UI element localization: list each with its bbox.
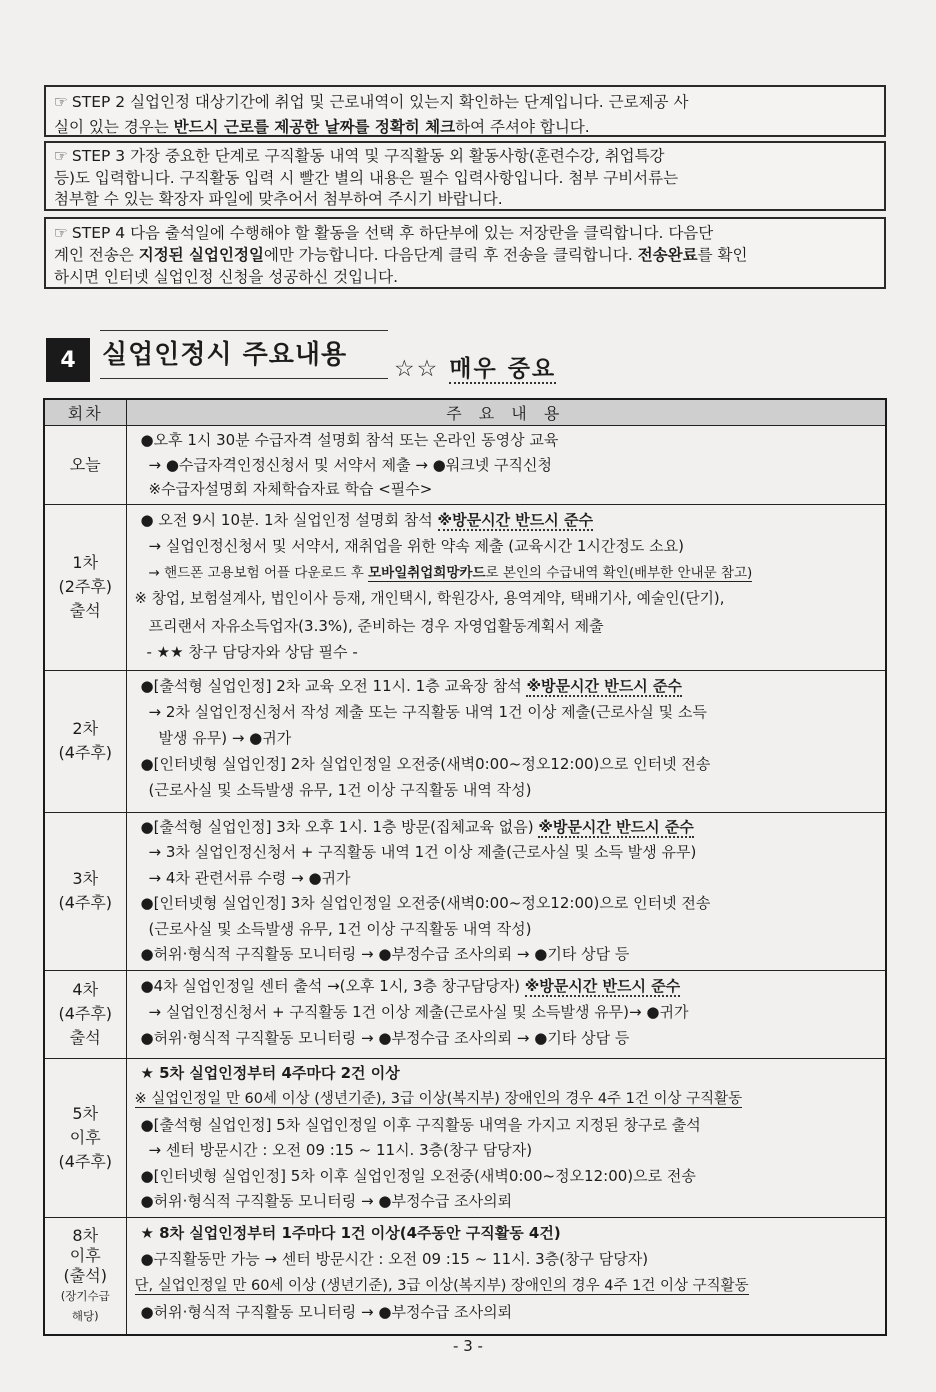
r1-line3-a: → 핸드폰 고용보험 어플 다운로드 후 bbox=[148, 564, 369, 581]
today-line3: ※수급자설명회 자체학습자료 학습 <필수> bbox=[148, 480, 433, 498]
r1-line4: ※ 창업, 보험설계사, 법인이사 등재, 개인택시, 학원강사, 용역계약, 택배기사, 예술인(단기), bbox=[134, 590, 725, 607]
round-label bbox=[44, 812, 126, 970]
r4-line1: ●4차 실업인정일 센터 출석 →(오후 1시, 3층 창구담당자) bbox=[140, 976, 525, 995]
round5-label1: 5차 bbox=[72, 1103, 99, 1123]
r4-line2: → 실업인정신청서 + 구직활동 1건 이상 제출(근로사실 및 소득발생 유무)→ ●귀가 bbox=[148, 1002, 689, 1021]
pointing-hand-icon: ☞ bbox=[54, 93, 68, 111]
round-today: 오늘 bbox=[69, 454, 101, 474]
pointing-hand-icon: ☞ bbox=[54, 147, 68, 165]
step3-line3: 첨부할 수 있는 확장자 파일에 맞추어서 첨부하여 주시기 바랍니다. bbox=[54, 190, 503, 208]
r1-line3-card: 모바일취업희망카드 bbox=[368, 564, 486, 581]
r2-line5: (근로사실 및 소득발생 유무, 1건 이상 구직활동 내역 작성) bbox=[148, 780, 532, 799]
round-label bbox=[44, 504, 126, 670]
r8-line2: ●구직활동만 가능 → 센터 방문시간 : 오전 09 :15 ~ 11시. 3층(창구 담당자) bbox=[140, 1249, 649, 1268]
round8-label4: (장기수급 bbox=[60, 1288, 110, 1303]
round-content bbox=[126, 812, 886, 970]
importance-text: 매우 중요 bbox=[449, 356, 557, 382]
round-label bbox=[44, 1058, 126, 1217]
r3-visit-notice: ※방문시간 반드시 준수 bbox=[538, 817, 694, 836]
r4-visit-notice: ※방문시간 반드시 준수 bbox=[524, 976, 681, 995]
step4-line1: STEP 4 다음 출석일에 수행해야 할 활동을 선택 후 하단부에 있는 저장란을 클릭합니다. 다음단 bbox=[71, 224, 714, 242]
r5-line3: ●[출석형 실업인정] 5차 실업인정일 이후 구직활동 내역을 가지고 지정된 창구로 출석 bbox=[140, 1115, 701, 1134]
section-header bbox=[44, 330, 886, 390]
round1-label2: (2주후) bbox=[58, 577, 113, 596]
table-row bbox=[44, 812, 886, 970]
round-content bbox=[126, 504, 886, 670]
table-row bbox=[44, 1058, 886, 1217]
round5-label3: (4주후) bbox=[58, 1151, 113, 1171]
r2-line1: ●[출석형 실업인정] 2차 교육 오전 11시. 1층 교육장 참석 bbox=[140, 676, 527, 695]
r3-line3: → 4차 관련서류 수령 → ●귀가 bbox=[148, 868, 351, 887]
r3-line6: ●허위·형식적 구직활동 모니터링 → ●부정수급 조사의뢰 → ●기타 상담 등 bbox=[140, 945, 630, 963]
round2-label1: 2차 bbox=[72, 719, 99, 738]
round-label bbox=[44, 1217, 126, 1335]
round-label bbox=[44, 670, 126, 812]
round8-label1: 8차 bbox=[72, 1225, 99, 1245]
round-content bbox=[126, 1217, 886, 1335]
round-label bbox=[44, 970, 126, 1058]
r2-line4: ●[인터넷형 실업인정] 2차 실업인정일 오전중(새벽0:00~정오12:00)으로 인터넷 전송 bbox=[140, 754, 711, 773]
step2-line2-a: 실이 있는 경우는 bbox=[54, 118, 174, 136]
col-header-round: 회차 bbox=[44, 399, 126, 426]
page-number: - 3 - bbox=[453, 1337, 483, 1355]
round-content bbox=[126, 670, 886, 812]
section-number: 4 bbox=[46, 338, 90, 382]
today-line2: → ●수급자격인정신청서 및 서약서 제출 → ●워크넷 구직신청 bbox=[148, 455, 552, 474]
step4-line2-bold2: 전송완료 bbox=[637, 246, 698, 264]
r3-line5: (근로사실 및 소득발생 유무, 1건 이상 구직활동 내역 작성) bbox=[148, 919, 532, 938]
round-label bbox=[44, 426, 126, 505]
step4-line2-bold1: 지정된 실업인정일 bbox=[138, 246, 264, 264]
step3-box bbox=[44, 141, 886, 211]
section-title-underline bbox=[100, 378, 388, 379]
round4-label2: (4주후) bbox=[58, 1004, 113, 1023]
r8-line4: ●허위·형식적 구직활동 모니터링 → ●부정수급 조사의뢰 bbox=[140, 1302, 513, 1321]
r5-line2: ※ 실업인정일 만 60세 이상 (생년기준), 3급 이상(복지부) 장애인의 경우 4주 1건 이상 구직활동 bbox=[134, 1091, 743, 1107]
r1-line3-d: (배부한 안내문 참고) bbox=[628, 564, 753, 581]
step4-line2-e: 를 확인 bbox=[697, 246, 748, 264]
round-content bbox=[126, 1058, 886, 1217]
round3-label2: (4주후) bbox=[58, 893, 113, 912]
step2-box bbox=[44, 85, 886, 137]
table-row bbox=[44, 1217, 886, 1335]
r1-visit-notice: ※방문시간 반드시 준수 bbox=[437, 510, 593, 529]
r5-line1: ★ 5차 실업인정부터 4주마다 2건 이상 bbox=[140, 1063, 400, 1082]
r2-visit-notice: ※방문시간 반드시 준수 bbox=[526, 676, 682, 695]
step2-line2-bold: 반드시 근로를 제공한 날짜를 정확히 체크 bbox=[173, 118, 456, 136]
round1-label1: 1차 bbox=[72, 553, 99, 572]
round4-label3: 출석 bbox=[69, 1028, 101, 1047]
r8-line3: 단, 실업인정일 만 60세 이상 (생년기준), 3급 이상(복지부) 장애인의 경우 4주 1건 이상 구직활동 bbox=[134, 1277, 749, 1294]
table-row bbox=[44, 670, 886, 812]
r8-line1: ★ 8차 실업인정부터 1주마다 1건 이상(4주동안 구직활동 4건) bbox=[140, 1223, 561, 1242]
round-content bbox=[126, 970, 886, 1058]
step4-line2-a: 계인 전송은 bbox=[54, 246, 139, 264]
section-title: 실업인정시 주요내용 bbox=[102, 340, 348, 370]
step4-box bbox=[44, 217, 886, 289]
r3-line1: ●[출석형 실업인정] 3차 오후 1시. 1층 방문(집체교육 없음) bbox=[140, 817, 539, 836]
pointing-hand-icon: ☞ bbox=[54, 224, 68, 242]
r5-line5: ●[인터넷형 실업인정] 5차 이후 실업인정일 오전중(새벽0:00~정오12:00)으로 전송 bbox=[140, 1166, 696, 1185]
r2-line3: 발생 유무) → ●귀가 bbox=[158, 728, 292, 747]
r5-line4: → 센터 방문시간 : 오전 09 :15 ~ 11시. 3층(창구 담당자) bbox=[148, 1141, 533, 1159]
step2-line1: STEP 2 실업인정 대상기간에 취업 및 근로내역이 있는지 확인하는 단계입니다. 근로제공 사 bbox=[71, 93, 689, 111]
r4-line3: ●허위·형식적 구직활동 모니터링 → ●부정수급 조사의뢰 → ●기타 상담 등 bbox=[140, 1028, 630, 1047]
today-line1: ●오후 1시 30분 수급자격 설명회 참석 또는 온라인 동영상 교육 bbox=[140, 431, 559, 449]
round4-label1: 4차 bbox=[72, 980, 99, 999]
round2-label2: (4주후) bbox=[58, 743, 113, 762]
r2-line2: → 2차 실업인정신청서 작성 제출 또는 구직활동 내역 1건 이상 제출(근로사실 및 소득 bbox=[148, 702, 707, 721]
table-header-row bbox=[44, 399, 886, 426]
section-title-topline bbox=[100, 330, 388, 331]
step3-line1: STEP 3 가장 중요한 단계로 구직활동 내역 및 구직활동 외 활동사항(훈련수강, 취업특강 bbox=[71, 147, 665, 165]
step3-line2: 등)도 입력합니다. 구직활동 입력 시 빨간 별의 내용은 필수 입력사항입니다. 첨부 구비서류는 bbox=[54, 168, 679, 187]
round3-label1: 3차 bbox=[72, 869, 99, 888]
r1-line2: → 실업인정신청서 및 서약서, 재취업을 위한 약속 제출 (교육시간 1시간정도 소요) bbox=[148, 537, 684, 555]
round1-label3: 출석 bbox=[69, 601, 101, 620]
step2-line2-c: 하여 주셔야 합니다. bbox=[455, 118, 590, 136]
r1-line1: ● 오전 9시 10분. 1차 실업인정 설명회 참석 bbox=[140, 510, 438, 529]
schedule-table bbox=[43, 398, 887, 1336]
step4-line2-c: 에만 가능합니다. 다음단계 클릭 후 전송을 클릭합니다. bbox=[263, 246, 638, 264]
round-content bbox=[126, 426, 886, 505]
r1-line6: - ★★ 창구 담당자와 상담 필수 - bbox=[146, 643, 358, 661]
round8-label2: 이후 bbox=[69, 1245, 101, 1265]
importance-note bbox=[394, 350, 556, 383]
table-row bbox=[44, 426, 886, 505]
stars-icon: ☆☆ bbox=[394, 356, 440, 382]
r5-line6: ●허위·형식적 구직활동 모니터링 → ●부정수급 조사의뢰 bbox=[140, 1192, 513, 1210]
round8-label3: (출석) bbox=[63, 1265, 107, 1285]
table-row bbox=[44, 504, 886, 670]
round8-label5: 해당) bbox=[71, 1308, 99, 1323]
r1-line5: 프리랜서 자유소득업자(3.3%), 준비하는 경우 자영업활동계획서 제출 bbox=[148, 616, 604, 635]
r3-line2: → 3차 실업인정신청서 + 구직활동 내역 1건 이상 제출(근로사실 및 소득 발생 유무) bbox=[148, 843, 697, 861]
round5-label2: 이후 bbox=[69, 1127, 101, 1147]
col-header-content: 주 요 내 용 bbox=[126, 399, 886, 426]
r3-line4: ●[인터넷형 실업인정] 3차 실업인정일 오전중(새벽0:00~정오12:00)으로 인터넷 전송 bbox=[140, 894, 711, 912]
table-row bbox=[44, 970, 886, 1058]
step4-line3: 하시면 인터넷 실업인정 신청을 성공하신 것입니다. bbox=[54, 268, 398, 286]
r1-line3-c: 로 본인의 수급내역 확인 bbox=[485, 564, 629, 581]
